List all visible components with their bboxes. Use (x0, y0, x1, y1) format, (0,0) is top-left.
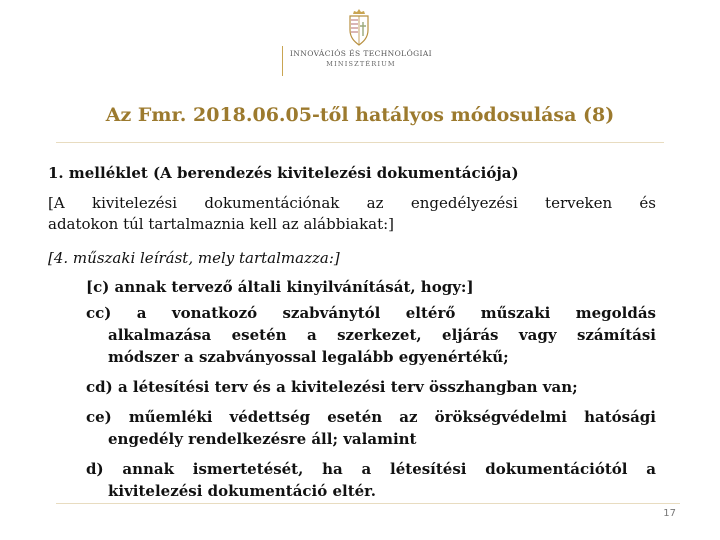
footer-divider (56, 503, 680, 504)
title-divider (56, 142, 664, 143)
coat-of-arms-icon (339, 8, 379, 48)
list-item-d-line2: kivitelezési dokumentáció eltér. (108, 482, 376, 500)
list-item-d (86, 458, 656, 502)
list-item-c (86, 276, 656, 298)
list-item-cc-line2: alkalmazása esetén a szerkezet, eljárás vagy számítási (108, 326, 656, 344)
list-item-cc-line1: cc) a vonatkozó szabványtól eltérő műszaki megoldás (86, 304, 656, 322)
intro-paragraph-line1: [A kivitelezési dokumentációnak az engedélyezési terveken és (48, 194, 656, 212)
intro-paragraph-line2: adatokon túl tartalmaznia kell az alábbiakat:] (48, 215, 395, 233)
list-item-ce-line2: engedély rendelkezésre áll; valamint (108, 430, 417, 448)
list-item-cc-line3: módszer a szabványossal legalább egyenértékű; (108, 348, 509, 366)
list-item-cd-text: cd) a létesítési terv és a kivitelezési terv összhangban van; (86, 378, 578, 396)
section-heading: 1. melléklet (A berendezés kivitelezési dokumentációja) (48, 164, 519, 182)
list-item-cc (86, 302, 656, 368)
ministry-name-line2: MINISZTÉRIUM (326, 60, 396, 68)
list-item-ce (86, 406, 656, 450)
list-item-cd (86, 376, 656, 398)
ministry-name-line1: INNOVÁCIÓS ÉS TECHNOLÓGIAI (289, 49, 433, 58)
list-item-ce-line1: ce) műemléki védettség esetén az örökségvédelmi hatósági (86, 408, 656, 426)
slide-title: Az Fmr. 2018.06.05-től hatályos módosulása (8) (105, 104, 615, 126)
list-item-c-text: [c) annak tervező általi kinyilvánítását, hogy:] (86, 278, 474, 296)
list-item-d-line1: d) annak ismertetését, ha a létesítési dokumentációtól a (86, 460, 656, 478)
page-number: 17 (663, 508, 676, 519)
ministry-logo-text (282, 46, 439, 76)
subsection-note: [4. műszaki leírást, mely tartalmazza:] (48, 249, 340, 267)
